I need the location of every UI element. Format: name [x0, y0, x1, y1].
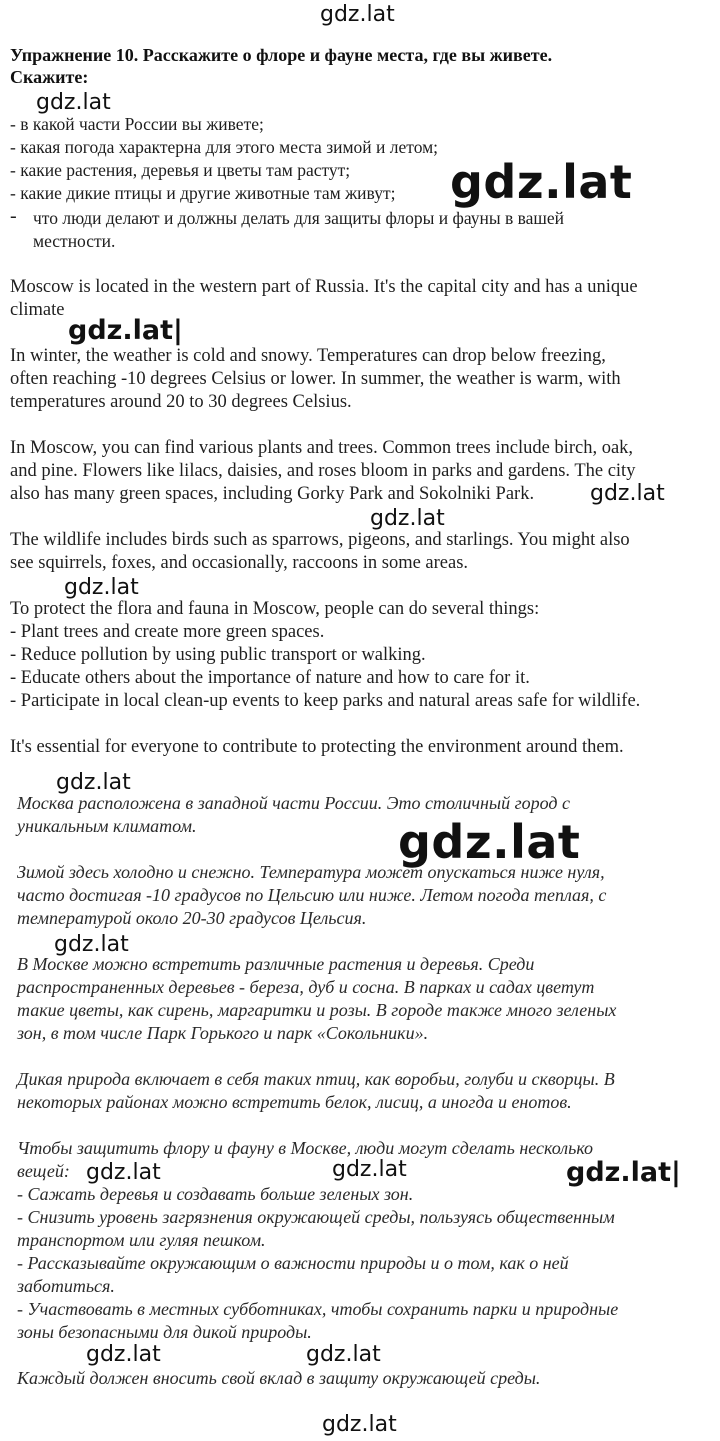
english-list-item: - Reduce pollution by using public transport or walking. [10, 645, 426, 665]
english-list-item: - Participate in local clean-up events to keep parks and natural areas safe for wildlife. [10, 691, 641, 711]
question-item: что люди делают и должны делать для защиты флоры и фауны в вашей [33, 208, 565, 228]
english-line: see squirrels, foxes, and occasionally, raccoons in some areas. [10, 553, 469, 573]
russian-list-item: - Рассказывайте окружающим о важности природы и о том, как о ней [17, 1253, 569, 1273]
exercise-subtitle: Скажите: [10, 67, 89, 87]
english-line: often reaching -10 degrees Celsius or lower. In summer, the weather is warm, with [10, 369, 621, 389]
english-list-item: - Plant trees and create more green spaces. [10, 622, 325, 642]
watermark: gdz.lat [36, 90, 111, 115]
russian-line: распространенных деревьев - береза, дуб и сосна. В парках и садах цветут [17, 977, 595, 997]
watermark: gdz.lat [54, 932, 129, 957]
english-line: temperatures around 20 to 30 degrees Celsius. [10, 392, 352, 412]
russian-line: В Москве можно встретить различные растения и деревья. Среди [17, 954, 535, 974]
russian-line: температурой около 20-30 градусов Цельсия. [17, 908, 367, 928]
watermark: gdz.lat [306, 1342, 381, 1367]
russian-line: Москва расположена в западной части России. Это столичный город с [17, 793, 570, 813]
question-item: - в какой части России вы живете; [10, 114, 264, 134]
watermark: gdz.lat [590, 481, 665, 506]
watermark: gdz.lat [56, 770, 131, 795]
english-line: In winter, the weather is cold and snowy. Temperatures can drop below freezing, [10, 346, 606, 366]
watermark: gdz.lat [320, 2, 395, 27]
english-line: To protect the flora and fauna in Moscow, people can do several things: [10, 599, 540, 619]
russian-list-item: - Снизить уровень загрязнения окружающей среды, пользуясь общественным [17, 1207, 615, 1227]
watermark: gdz.lat| [566, 1157, 681, 1188]
watermark: gdz.lat [332, 1157, 407, 1182]
russian-line: такие цветы, как сирень, маргаритки и розы. В городе также много зеленых [17, 1000, 617, 1020]
russian-line: уникальным климатом. [17, 816, 197, 836]
english-line: The wildlife includes birds such as sparrows, pigeons, and starlings. You might also [10, 530, 630, 550]
russian-line: вещей: [17, 1161, 70, 1181]
russian-line: Каждый должен вносить свой вклад в защиту окружающей среды. [17, 1368, 541, 1388]
exercise-title: Упражнение 10. Расскажите о флоре и фауне места, где вы живете. [10, 45, 553, 65]
russian-line: некоторых районах можно встретить белок, лисиц, а иногда и енотов. [17, 1092, 572, 1112]
russian-list-item-continued: транспортом или гуляя пешком. [17, 1230, 266, 1250]
watermark: gdz.lat [64, 575, 139, 600]
english-line: In Moscow, you can find various plants and trees. Common trees include birch, oak, [10, 438, 634, 458]
russian-line: Дикая природа включает в себя таких птиц, как воробьи, голуби и скворцы. В [17, 1069, 615, 1089]
english-list-item: - Educate others about the importance of nature and how to care for it. [10, 668, 530, 688]
watermark: gdz.lat [370, 506, 445, 531]
question-item: - какая погода характерна для этого места зимой и летом; [10, 137, 439, 157]
english-line: Moscow is located in the western part of Russia. It's the capital city and has a unique [10, 277, 638, 297]
watermark: gdz.lat| [68, 315, 183, 346]
russian-list-item: - Участвовать в местных субботниках, чтобы сохранить парки и природные [17, 1299, 619, 1319]
russian-line: Зимой здесь холодно и снежно. Температура может опускаться ниже нуля, [17, 862, 605, 882]
watermark: gdz.lat [86, 1342, 161, 1367]
russian-line: Чтобы защитить флору и фауну в Москве, люди могут сделать несколько [17, 1138, 594, 1158]
watermark: gdz.lat [322, 1412, 397, 1437]
question-item-dash: - [10, 205, 17, 227]
watermark: gdz.lat [398, 815, 581, 869]
watermark: gdz.lat [450, 155, 633, 209]
english-line: climate [10, 300, 65, 320]
english-line: It's essential for everyone to contribute to protecting the environment around them. [10, 737, 624, 757]
english-line: also has many green spaces, including Gorky Park and Sokolniki Park. [10, 484, 535, 504]
russian-list-item-continued: зоны безопасными для дикой природы. [17, 1322, 312, 1342]
question-item: - какие растения, деревья и цветы там растут; [10, 160, 351, 180]
russian-list-item-continued: заботиться. [17, 1276, 115, 1296]
english-line: and pine. Flowers like lilacs, daisies, and roses bloom in parks and gardens. The city [10, 461, 636, 481]
russian-line: зон, в том числе Парк Горького и парк «Сокольники». [17, 1023, 429, 1043]
russian-list-item: - Сажать деревья и создавать больше зеленых зон. [17, 1184, 414, 1204]
russian-line: часто достигая -10 градусов по Цельсию или ниже. Летом погода теплая, с [17, 885, 607, 905]
question-item: - какие дикие птицы и другие животные там живут; [10, 183, 396, 203]
watermark: gdz.lat [86, 1160, 161, 1185]
question-item-continued: местности. [33, 231, 116, 251]
